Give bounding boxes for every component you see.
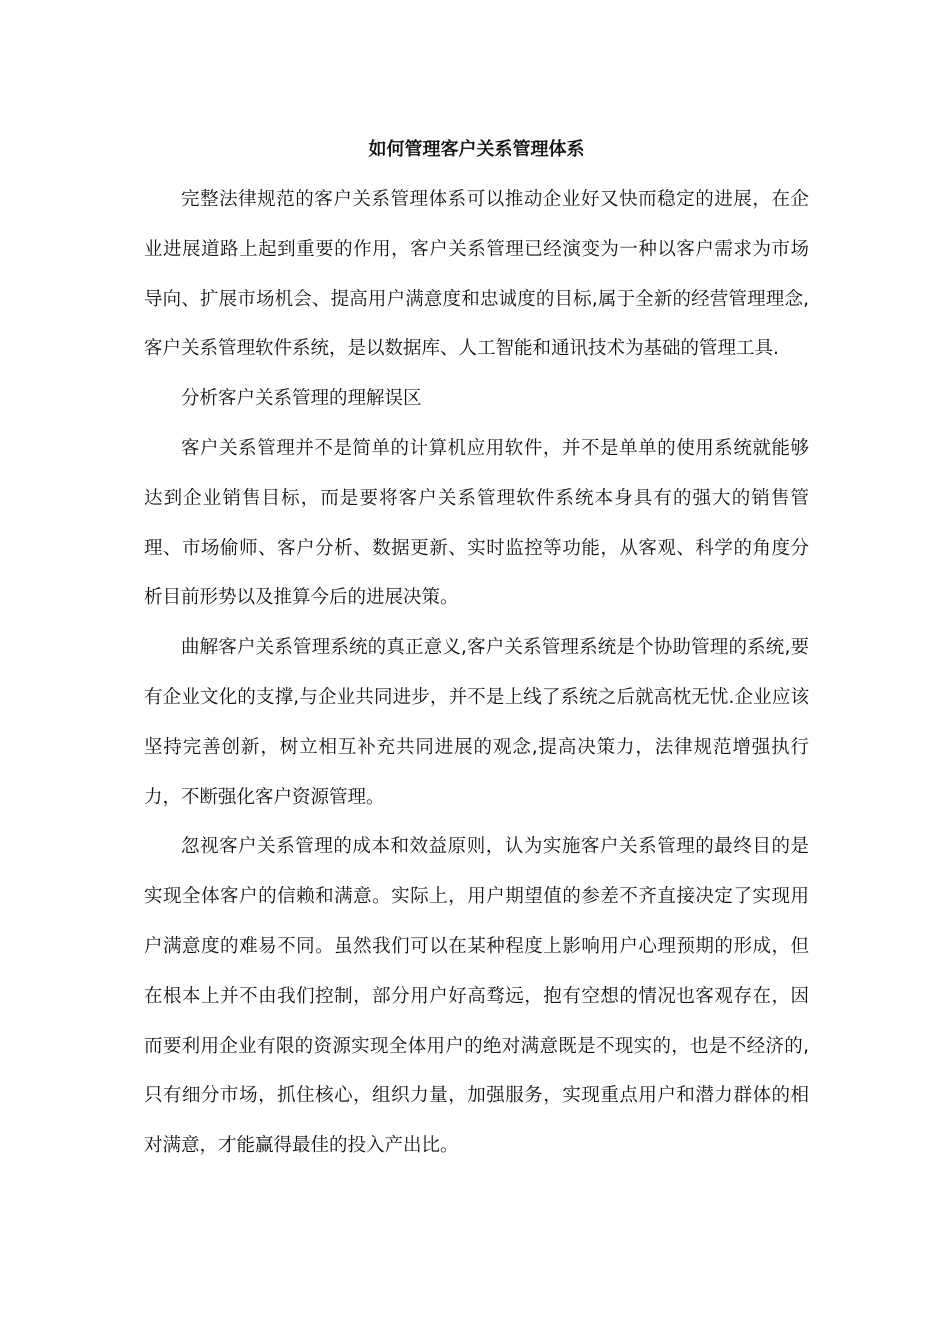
paragraph-intro: 完整法律规范的客户关系管理体系可以推动企业好又快而稳定的进展，在企业进展道路上起到重要的作用，客户关系管理已经演变为一种以客户需求为市场导向、扩展市场机会、提高用户满意度和忠诚度的目标,属于全新的经营管理理念,客户关系管理软件系统，是以数据库、人工智能和通讯技术为基础的管理工具. — [144, 189, 809, 360]
document-body — [144, 125, 809, 1171]
paragraph-misconception-meaning: 曲解客户关系管理系统的真正意义,客户关系管理系统是个协助管理的系统,要有企业文化的支撑,与企业共同进步，并不是上线了系统之后就高枕无忧.企业应该坚持完善创新，树立相互补充共同进展的观念,提高决策力，法律规范增强执行力，不断强化客户资源管理。 — [144, 637, 809, 808]
section-heading-misconceptions: 分析客户关系管理的理解误区 — [181, 388, 422, 410]
document-title: 如何管理客户关系管理体系 — [368, 139, 585, 160]
paragraph-misconception-cost: 忽视客户关系管理的成本和效益原则，认为实施客户关系管理的最终目的是实现全体客户的信赖和满意。实际上，用户期望值的参差不齐直接决定了实现用户满意度的难易不同。虽然我们可以在某种程度上影响用户心理预期的形成，但在根本上并不由我们控制，部分用户好高骛远，抱有空想的情况也客观存在，因而要利用企业有限的资源实现全体用户的绝对满意既是不现实的，也是不经济的,只有细分市场，抓住核心，组织力量，加强服务，实现重点用户和潜力群体的相对满意，才能赢得最佳的投入产出比。 — [144, 836, 809, 1157]
paragraph-misconception-software: 客户关系管理并不是简单的计算机应用软件，并不是单单的使用系统就能够达到企业销售目标，而是要将客户关系管理软件系统本身具有的强大的销售管理、市场偷师、客户分析、数据更新、实时监控等功能，从客观、科学的角度分析目前形势以及推算今后的进展决策。 — [144, 437, 809, 609]
